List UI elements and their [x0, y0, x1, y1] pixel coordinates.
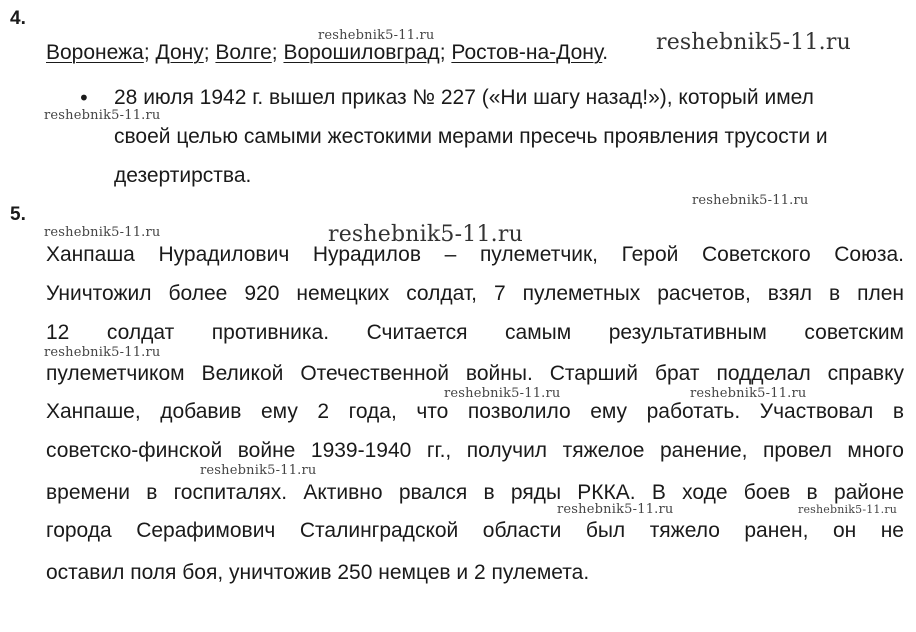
separator: ; [271, 41, 278, 64]
separator: . [602, 41, 609, 64]
bullet-text-line: 28 июля 1942 г. вышел приказ № 227 («Ни шагу назад!»), который имел [114, 86, 814, 109]
bullet-icon: • [78, 86, 90, 110]
watermark-text: reshebnik5-11.ru [690, 386, 807, 401]
watermark-text: reshebnik5-11.ru [44, 108, 161, 123]
city-link-voroshilovgrad[interactable]: Ворошиловград [283, 41, 440, 64]
separator: ; [203, 41, 210, 64]
watermark-text: reshebnik5-11.ru [44, 225, 161, 240]
watermark-text: reshebnik5-11.ru [444, 386, 561, 401]
watermark-text: reshebnik5-11.ru [44, 345, 161, 360]
paragraph-line: пулеметчиком Великой Отечественной войны. Старший брат подделал справку [46, 362, 904, 385]
paragraph-line: Ханпаше, добавив ему 2 года, что позволило ему работать. Участвовал в [46, 400, 904, 423]
cities-line [46, 41, 608, 65]
watermark-text: reshebnik5-11.ru [557, 502, 674, 517]
paragraph-line: времени в госпиталях. Активно рвался в ряды РККА. В ходе боев в районе [46, 481, 904, 504]
section-number-4: 4. [10, 8, 26, 29]
paragraph-line: 12 солдат противника. Считается самым результативным советским [46, 321, 904, 344]
separator: ; [143, 41, 150, 64]
city-link-volga[interactable]: Волге [215, 41, 272, 64]
paragraph-line: советско-финской войне 1939-1940 гг., получил тяжелое ранение, провел много [46, 439, 904, 462]
separator: ; [439, 41, 446, 64]
paragraph-line: города Серафимович Сталинградской области был тяжело ранен, он не [46, 519, 904, 542]
watermark-text: reshebnik5-11.ru [328, 222, 523, 247]
paragraph-line: Ханпаша Нурадилович Нурадилов – пулеметчик, Герой Советского Союза. [46, 243, 904, 266]
city-link-rostov[interactable]: Ростов-на-Дону [451, 41, 603, 64]
city-link-voronezh[interactable]: Воронежа [46, 41, 144, 64]
section-number-5: 5. [10, 204, 26, 225]
watermark-text: reshebnik5-11.ru [798, 503, 898, 516]
bullet-text-line: своей целью самыми жестокими мерами пресечь проявления трусости и [114, 125, 828, 148]
watermark-text: reshebnik5-11.ru [692, 193, 809, 208]
watermark-text: reshebnik5-11.ru [200, 463, 317, 478]
city-link-don[interactable]: Дону [155, 41, 204, 64]
bullet-text-line: дезертирства. [114, 164, 252, 187]
watermark-text: reshebnik5-11.ru [318, 28, 435, 43]
paragraph-line: оставил поля боя, уничтожив 250 немцев и 2 пулемета. [46, 561, 590, 584]
paragraph-line: Уничтожил более 920 немецких солдат, 7 пулеметных расчетов, взял в плен [46, 282, 904, 305]
watermark-text: reshebnik5-11.ru [656, 30, 851, 55]
